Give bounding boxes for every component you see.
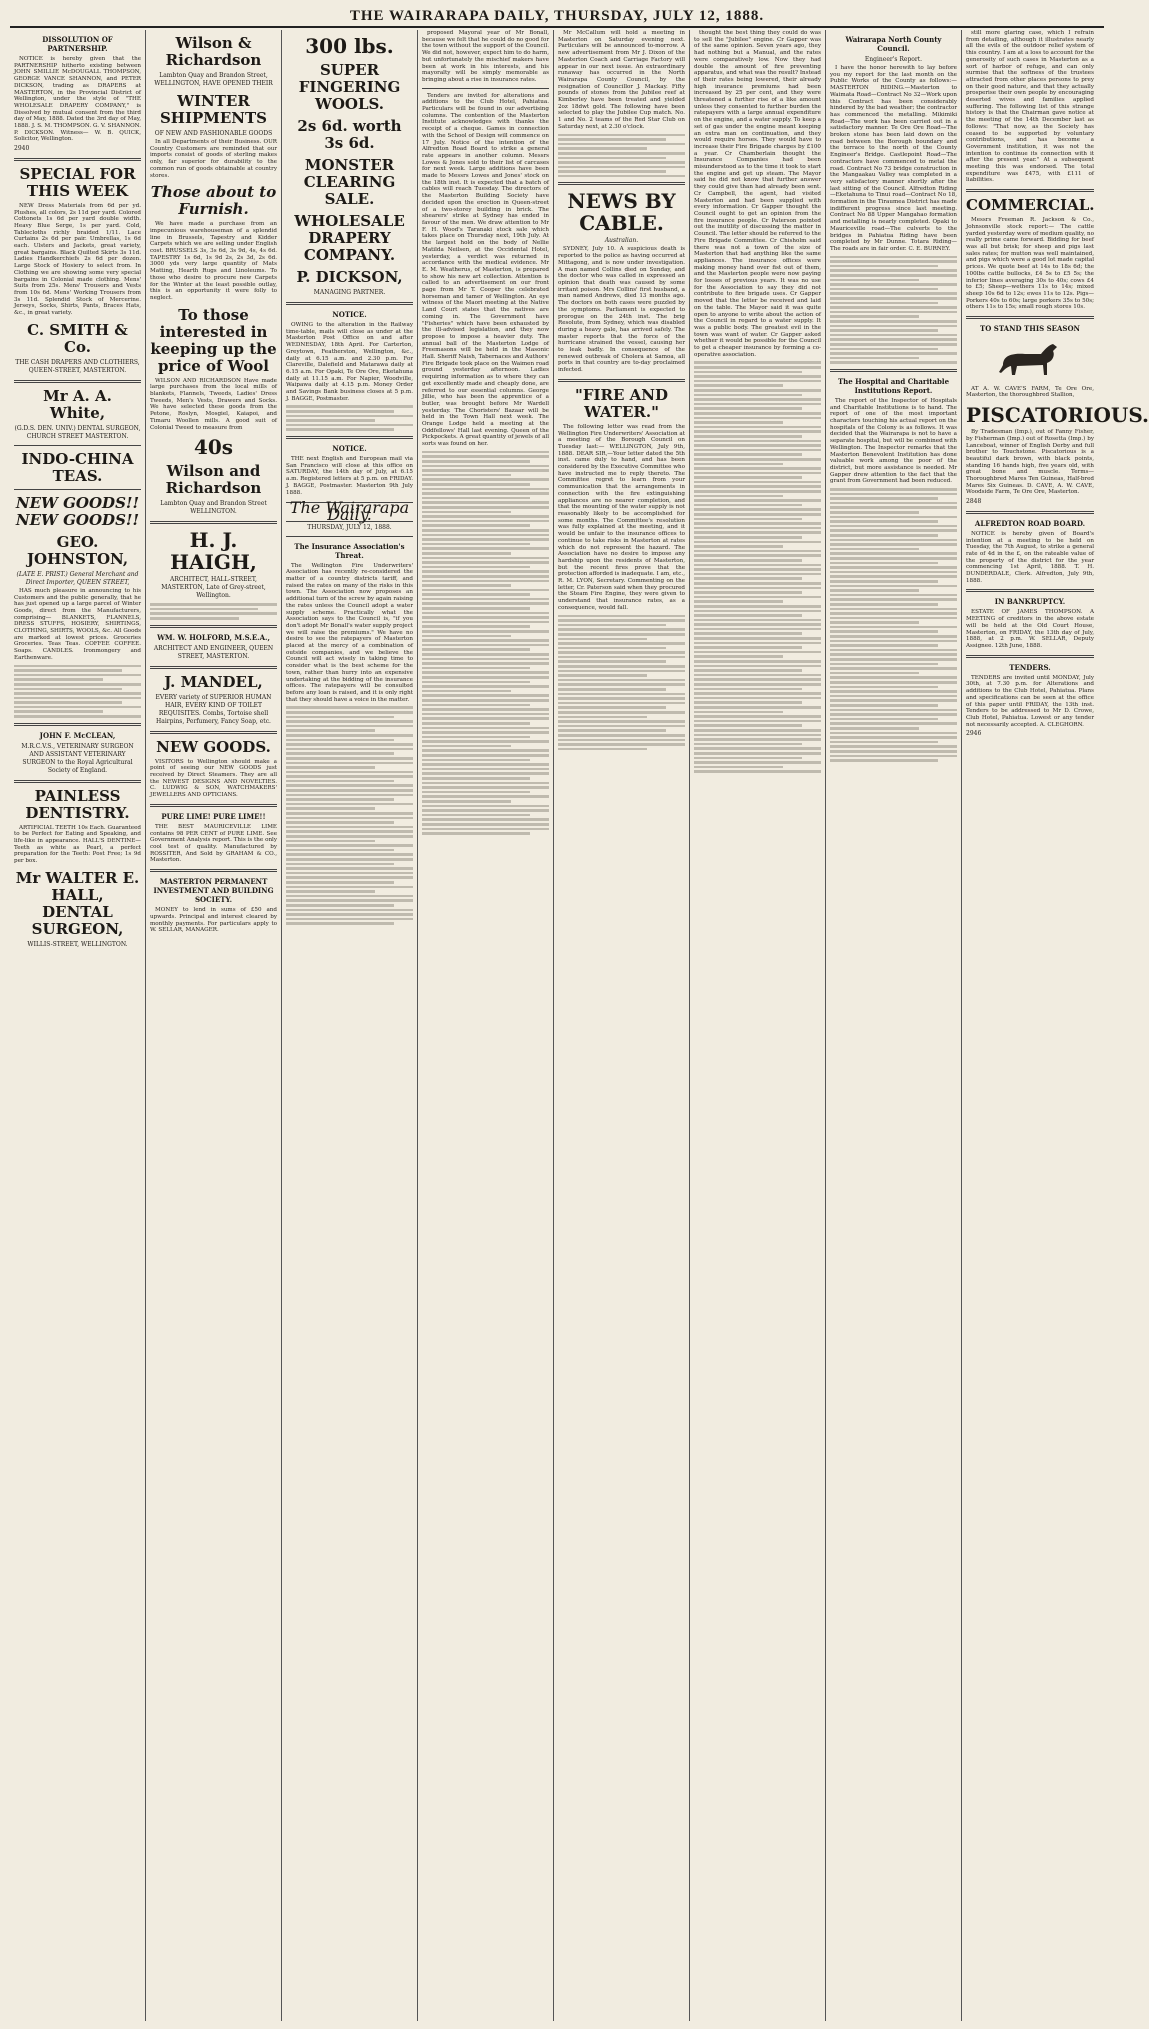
masthead: THE WAIRARAPA DAILY, THURSDAY, JULY 12, 1888.: [10, 6, 1104, 28]
building-society-text: MONEY to lend in sums of £50 and upwards. Principal and interest cleared by monthly payments. For particulars apply to W. SELLAR, MANAGER.: [150, 907, 277, 934]
columns: [10, 30, 1149, 2021]
white-dentist-sub: (G.D.S. DEN. UNIV.) DENTAL SURGEON, CHURCH STREET MASTERTON.: [14, 424, 141, 440]
text-lines: [422, 451, 549, 835]
mail-notice-text: OWING to the alteration in the Railway time-table, mails will close as under at the Masterton Post Office on and after WEDNESDAY, 18th April. For Carterton, Greytown, Featherston, Wellington, &c., daily at 6.15 a.m. and 2.30 p.m. For Clareville, Dalefield and Matarawa daily at 6.15 a.m. For Opaki, Te Ore Ore, Eketahuna daily at 11.15 a.m. For Napier, Woodville, Waipawa daily at 4.15 p.m. Money Order and Savings Bank business closes at 5 p.m. J. BAGGE, Postmaster.: [286, 322, 413, 402]
new-goods-heading: NEW GOODS!! NEW GOODS!!: [15, 493, 140, 529]
divider: [14, 780, 141, 783]
divider: [966, 655, 1094, 658]
horse-icon: [995, 339, 1065, 377]
holford-heading: WM. W. HOLFORD, M.S.E.A.,: [157, 632, 270, 642]
text-lines: [558, 615, 685, 751]
building-society-heading: MASTERTON PERMANENT INVESTMENT AND BUILDING SOCIETY.: [153, 877, 274, 905]
c-smith-sub: THE CASH DRAPERS AND CLOTHIERS, QUEEN-STREET, MASTERTON.: [15, 358, 140, 374]
divider: [286, 536, 413, 537]
hall-dentist-sub: WILLIS-STREET, WELLINGTON.: [27, 940, 128, 948]
divider: [150, 625, 277, 628]
county-council-heading: Wairarapa North County Council.: [845, 35, 942, 53]
county-council-sub: Engineer's Report.: [864, 56, 923, 63]
divider: [286, 436, 413, 439]
wool-lbs-heading: 300 lbs.: [305, 34, 394, 58]
horse-engraving: [966, 339, 1094, 380]
hospital-report-heading: The Hospital and Charitable Institutions Report.: [837, 376, 950, 395]
column-6: [690, 30, 826, 2021]
divider: [286, 302, 413, 305]
insurance-threat-heading: The Insurance Association's Threat.: [294, 541, 405, 560]
bankruptcy-text: ESTATE OF JAMES THOMPSON. A MEETING of creditors in the above estate will be held at the Old Court House, Masterton, on FRIDAY, the 13th day of July, 1888, at 2 p.m. W. SELLAR, Deputy Assignee. 12th June, 1888.: [966, 609, 1094, 649]
column-1: [10, 30, 146, 2021]
piscatorious-text: By Tradesman (Imp.), out of Fanny Fisher, by Fisherman (Imp.) out of Rosetta (Imp.) by Lanceboat, winner of English Derby and full brother to Touchstone. Piscatorious is a beautiful dark brown, with black points, standing 16 hands high, five years old, with great bone and muscle. Terms—Thoroughbred Mares Ten Guineas, Half-bred Mares Six Guineas. D. CAVE, A. W. CAVE, Woodside Farm, Te Ore Ore, Masterton.: [966, 429, 1094, 496]
tenders-heading: TENDERS.: [1009, 662, 1051, 672]
new-goods-text: VISITORS to Wellington should make a point of seeing our NEW GOODS just received by Direct Steamers. They are all the NEWEST DESIGNS AND NOVELTIES. C. LUDWIG & SON, WATCHMAKERS' JEWELLERS AND OPTICIANS.: [150, 758, 277, 799]
alfredton-heading: ALFREDTON ROAD BOARD.: [974, 518, 1086, 528]
text-lines: [286, 706, 413, 925]
winter-shipments-heading: WINTER SHIPMENTS: [159, 92, 268, 127]
wool-heading: To those interested in keeping up the price of Wool: [150, 305, 277, 375]
column-7: [826, 30, 962, 2021]
text-lines: [150, 603, 277, 619]
wilson-richardson-sub: Lambton Quay and Brandon Street, WELLINGTON, HAVE OPENED THEIR: [154, 72, 273, 87]
divider: [966, 189, 1094, 192]
mandel-heading: J. MANDEL,: [164, 672, 263, 691]
english-mail-text: THE next English and European mail via San Francisco will close at this office on SATURDAY, the 14th day of July, at 6.15 a.m. Registered letters at 5 p.m. on FRIDAY. J. BAGGE, Postmaster. Masterton 9th July 1888.: [286, 456, 413, 496]
text-lines: [286, 405, 413, 431]
clearing-sale-heading: MONSTER CLEARING SALE.: [303, 156, 396, 208]
divider: [14, 380, 141, 383]
dickson-sub: MANAGING PARTNER.: [313, 289, 386, 296]
furnish-text: We have made a purchase from an impecunious warehouseman of a splendid line in Brussels, Tapestry and Kidder Carpets which we are selling under English cost. BRUSSELS 3s, 3s 6d, 3s 9d, 4s, 4s 6d. TAPESTRY 1s 6d, 1s 9d 2s, 2s 3d, 2s 6d. 3000 yds very large quantity of Mats Matting, Hearth Rugs and Linoleums. To those who desire to procure new Carpets for the Winter at the least possible outlay, this is an opportunity it were folly to neglect.: [150, 221, 277, 301]
english-mail-heading: NOTICE.: [332, 444, 367, 453]
dickson-heading: P. DICKSON,: [296, 268, 403, 286]
paper-title: The Wairarapa Daily.: [286, 502, 413, 521]
wholesale-drapery-heading: WHOLESALE DRAPERY COMPANY.: [294, 212, 405, 264]
indo-china-heading: INDO-CHINA TEAS.: [21, 449, 134, 485]
alfredton-text: NOTICE is hereby given of Board's intention at a meeting to be held on Tuesday, the 7th August, to strike a general rate of 4d in the £, on the rateable value of the property of the district for the year commencing 1st April, 1888. T. H. DUNDERDALE, Clerk. Alfredton, July 9th, 1888.: [966, 530, 1094, 584]
divider: [150, 869, 277, 872]
paper-date: THURSDAY, JULY 12, 1888.: [307, 523, 392, 531]
column-4: [418, 30, 554, 2021]
text-lines: [14, 665, 141, 718]
bankruptcy-heading: IN BANKRUPTCY.: [994, 597, 1066, 607]
special-week-text: NEW Dress Materials from 6d per yd. Plushes, all colors, 2s 11d per yard. Colored Cottonets 1s 6d per yard double width. Heavy Blue Serge, 1s per yard. Cold, Tablecloths richly braided 1/11. Lace Curtains 2s 6d per pair. Umbrellas, 1s 6d each. Ulsters and Jackets, great variety, great bargains. Black Quilted Skirts 3s 11d. Ladies Handkerchiefs 2s 6d per dozen. Large Stock of Hosiery to select from. In Clothing we are showing some very special bargains in Colonial made clothing. Mens' Suits from 25s. Mens' Trousers and Vests from 10s 6d. Mens' Working Trousers from 3s 11d. Splendid Stock of Mercerine. Jerseys, Socks, Shirts, Pants, Braces Hats, &c., in great variety.: [14, 202, 141, 317]
dissolution-notice: NOTICE is hereby given that the PARTNERSHIP hitherto existing between JOHN SMILLIE McDOUGALL THOMPSON, GEORGE VANCE SHANNON, and PETER DICKSON, trading as DRAPERS at MASTERTON, in the Provincial District of Wellington, under the style of "THE WHOLESALE DRAPERY COMPANY," is Dissolved by mutual consent from the third day of May, 1888. Dated the 3rd day of May, 1888. J. S. M. THOMPSON. G. V. SHANNON. P. DICKSON. Witness— W. B. QUICK, Solicitor, Wellington.: [14, 56, 141, 143]
engineer-report-text: I have the honor herewith to lay before you my report for the last month on the Public Works of the County as follows:— MASTERTON RIDING.—Masterton to Waimata Road—Contract No 32—Work upon this Contract has been considerably hindered by the bad weather; the contractor has commenced the metalling. Mikimiki Road—The work has been carried out in a satisfactory manner. Te Ore Ore Road—The broken stone has been laid down on the road between the Borough boundary and the terrace to the north of the County Engineer's Bridge. Castlepoint Road—The contractors have commenced to metal the road. Contract No 73 bridge construction in the Mangaakau Valley was completed in a very satisfactory manner shortly after the last sitting of the Council. Alfredton Riding—Eketahuna to Tinui road—Contract No 18, formation in the Tiraumea District has made indifferent progress since last meeting. Contract No 88 Upper Mangahao formation and metalling is nearly completed. Opaki to Mauriceville road—The culverts to the bridges in Pahiatua Riding have been completed by Mr Dunne. Totara Riding—The roads are in fair order. C. E. BURNEY.: [830, 65, 957, 252]
column-2: [146, 30, 282, 2021]
wool-text: WILSON AND RICHARDSON Have made large purchases from the local mills of blankets, Flannels, Tweeds, Ladies' Dress Tweeds, Men's Vests, Drawers and Socks. We have selected these goods from the Petone, Roslyn, Mosgiel, Kaiapoi, and Timaru Woollen mills. A good suit of Colonial Tweed to measure from: [150, 377, 277, 431]
johnston-sub: (LATE E. PRIST.) General Merchant and Direct Importer, QUEEN STREET,: [16, 570, 139, 586]
winter-shipments-sub: OF NEW AND FASHIONABLE GOODS: [154, 130, 273, 137]
tenders-text: TENDERS are invited until MONDAY, July 30th, at 7.30 p.m. for Alterations and additions to the Club Hotel, Pahiatua. Plans and specifications can be seen at the office of this paper until FRIDAY, the 13th inst. Tenders to be addressed to Mr D. Crowe, Club Hotel, Pahiatua. Lowest or any tender not necessarily accepted. A. CLEGHORN.: [966, 674, 1094, 728]
divider: [558, 182, 685, 185]
wool-price: 40s: [193, 435, 234, 460]
winter-shipments-text: In all Departments of their Business. OUR Country Customers are reminded that our imports consist of goods of sterling makes only, far superior for durability to the common run of goods obtainable at country stores.: [150, 139, 277, 179]
divider: [558, 379, 685, 382]
pure-lime-text: THE BEST MAURICEVILLE LIME contains 98 PER CENT of PURE LIME. See Government Analysis report. This is the only cool test of quality. Manufactured by ROSSITER, And Sold by GRAHAM & CO., Masterton.: [150, 823, 277, 864]
divider: [14, 445, 141, 446]
holford-sub: ARCHITECT AND ENGINEER, QUEEN STREET, MASTERTON.: [153, 644, 274, 660]
text-lines: [694, 361, 821, 772]
fingering-wools-heading: SUPER FINGERING WOOLS.: [298, 61, 401, 113]
divider: [150, 521, 277, 524]
divider: [150, 804, 277, 807]
column-8: [962, 30, 1149, 2021]
dissolution-heading: DISSOLUTION OF PARTNERSHIP.: [42, 35, 113, 53]
divider: [14, 489, 141, 490]
divider: [14, 158, 141, 161]
cable-news-text: SYDNEY, July 10. A suspicious death is reported to the police as having occurred at Mittagong, and is now under investigation. A man named Collins died on Sunday, and the doctor who was called in expressed an opinion that death was caused by some irritant poison. Mrs Collins' first husband, a man named Andrews, died 13 months ago. The doctors on both cases were puzzled by the symptoms. Parliament is expected to prorogue on the 24th inst. The brig Resolute, from Sydney, which was disabled during a heavy gale, has arrived safely. The master reports that the force of the hurricane strained the vessel, causing her to leak badly. In consequence of the renewed outbreak of Cholera at Samoa, all ports in that country are to-day proclaimed infected.: [558, 246, 685, 374]
cable-news-sub: Australian.: [604, 237, 639, 245]
ad-number: 2940: [14, 145, 30, 153]
wilson-richardson-sub-2: Lambton Quay and Brandon Street WELLINGTON.: [160, 500, 267, 516]
insurance-threat-text: The Wellington Fire Underwriters' Association has recently re-considered the matter of a country districts tariff, and raised the rates on many of the risks in this town. The Association now proposes an additional turn of the screw by again raising the rates unless the Council adopt a water supply scheme. Practically what the Association says to the Council is, "if you don't adopt Mr Bonall's water supply project we will raise the premiums." We have no desire to see the ratepayers of Masterton placed at the mercy of a combination of outside companies, and we believe the Council will act wisely in taking time to consider what is the best scheme for the town, rather than hurry into an expensive undertaking at the bidding of the insurance offices. The ratepayers will be consulted before any loan is raised, and it is only right that they should have a voice in the matter.: [286, 562, 413, 703]
fingering-wools-price: 2s 6d. worth 3s 6d.: [297, 117, 402, 152]
ad-number: 2848: [966, 498, 982, 506]
new-goods-heading: NEW GOODS.: [156, 737, 271, 756]
piscatorious-heading: PISCATORIOUS.: [966, 403, 1149, 428]
mandel-sub: EVERY variety of SUPERIOR HUMAN HAIR, EVERY KIND OF TOILET REQUISITES. Combs, Tortoise shell Hairpins, Perfumery, Fancy Soap, etc.: [155, 693, 272, 725]
mcclean-heading: JOHN F. McCLEAN,: [39, 730, 116, 740]
divider: [422, 88, 549, 89]
divider: [966, 511, 1094, 514]
painless-dentistry-text: ARTIFICIAL TEETH 10s Each. Guaranteed to be Perfect for Eating and Speaking, and life-like in appearance. HALL'S DENTINE—Teeth as white as Pearl, a perfect preparation for the Teeth: Post Free; 1s 9d per box.: [14, 824, 141, 865]
stallion-season-heading: TO STAND THIS SEASON: [980, 324, 1080, 334]
council-debate-text: thought the best thing they could do was to sell the "Jubilee" engine. Cr Gapper was of the same opinion. Seven years ago, they had nothing but a Manual, and the rates were comparatively low. Now they had double the amount of fire preventing apparatus, and what was the result? Instead of their rates being lowered, their already high insurance premiums had been increased by 25 per cent, and they were threatened a further rise of a like amount unless they consented to further burden the ratepayers with a large annual expenditure on the engine, and a water supply. To keep a set of gas under the engine meant keeping an extra man on continuation, and they would require horses. They would have to increase their Fire Brigade charges by £100 a year. Cr Chamberlain thought the Insurance Companies had been misunderstood as to the time it took to start the engine and get up steam. The Mayor said he did not know that further answer they could give than had already been sent. Cr Campbell, the agent, had visited Masterton and had been supplied with every information. Cr Gapper thought the Council ought to get an opinion from the fire insurance people. Cr Paterson pointed out the inutility of discussing the matter in Council. The letter should be referred to the Fire Brigade Committee. Cr Chisholm said there was not a town of the size of Masterton that had anything like the same appliances. The insurance offices were making money hand over fist out of them, and the Masterton people were now paying for losses of previous years. It was no use for the Association to say they did not contribute to fire brigade uses. Cr Gapper moved that the letter be received and laid on the table. The Mayor said it was quite open to anyone to write about the action of the Council in regard to a water supply. It was a public body. The greatest evil in the town was want of water. Cr Gapper asked whether it would be possible for the Council to get a cheaper insurance by forming a co-operative association.: [694, 30, 821, 358]
editorial-continued: proposed Mayoral year of Mr Bonall, because we felt that he could do no good for the town without the support of the Council. We did not, however, expect him to do harm, but unfortunately the mischief makers have been at work in his interests, and his mayoralty will be simply memorable as bringing about a rise in insurance rates.: [422, 30, 549, 83]
divider: [830, 369, 957, 372]
divider: [14, 723, 141, 726]
haigh-sub: ARCHITECT, HALL-STREET, MASTERTON, Late of Grey-street, Wellington.: [161, 576, 266, 600]
commercial-text: Messrs Freeman R. Jackson & Co., Johnsonville stock report:— The cattle yarded yesterday were of medium quality, no really prime came forward. Bidding for beef was all but brisk; for sheep and pigs last sales rates; for mutton was well maintained, and pigs which were a good lot made capital prices. We quote beef at 14s to 18s 6d; the 100lbs cattle bullocks, £4 5s to £5 5s; the inferior lines averaging 30s to 40s; cows £4 to £5; Sheep—wethers 11s to 14s; mixed sheep 10s 6d to 12s; ewes 11s to 12s. Pigs—Porkers 40s to 60s; large porkers 35s to 50s; others 11s to 15s; small rough stores 10s.: [966, 217, 1094, 311]
white-dentist-heading: Mr A. A. White,: [43, 386, 112, 422]
hospital-report-text: The report of the Inspector of Hospitals and Charitable Institutions is to hand. The report of one of the most important characters touching his actual report on the hospitals of the Colony is as follows. It was decided that the Wairarapa is not to have a separate hospital, but will be combined with Wellington. The Inspector remarks that the Masterton Benevolent Institution has done valuable work among the poor of the district, but more assistance is needed. Mr Gapper drew attention to the fact that the grant from Government had been reduced.: [830, 397, 957, 485]
wilson-richardson-heading-2: Wilson and Richardson: [165, 462, 262, 498]
ad-number: 2946: [966, 730, 982, 738]
text-lines: [558, 134, 685, 178]
special-week-heading: SPECIAL FOR THIS WEEK: [19, 164, 136, 200]
stallion-text: AT A. W. CAVE'S FARM, Te Ore Ore, Masterton, the thoroughbred Stallion,: [966, 385, 1094, 399]
pure-lime-heading: PURE LIME! PURE LIME!!: [161, 811, 266, 821]
text-lines: [830, 256, 957, 364]
johnston-text: HAS much pleasure in announcing to his Customers and the public generally, that he has just opened up a large parcel of Winter Goods, direct from the Manufacturers, comprising— BLANKETS, FLANNELS, DRESS STUFFS, HOSIERY, SHIRTINGS, CLOTHING, SHIRTS, WOOLS, &c. All Goods are marked at lowest prices. Groceries Groceries. Teas Teas. COFFEE COFFEE. Soaps. CANDLES. Ironmongery and Earthenware.: [14, 587, 141, 661]
column-5: [554, 30, 690, 2021]
c-smith-heading: C. SMITH & Co.: [27, 320, 128, 356]
commercial-heading: COMMERCIAL.: [966, 196, 1095, 215]
cable-news-heading: NEWS BY CABLE.: [567, 189, 676, 236]
local-news-text: Tenders are invited for alterations and additions to the Club Hotel, Pahiatua. Particulars will be found in our advertising columns. The contention of the Masterton Institute acknowledges with thanks the receipt of a cheque. Games in connection with the School of Design will commence on 17 July. Notice of the intention of the Alfredton Road Board to strike a general rate appears in another column. Messrs Lowes & Jones sold to their list of carcases for next week. Large additions have been made to Messrs Lowes and Jones' stock on the 18th inst. It is expected that a batch of cables will reach Tuesday. The directors of the Masterton Building Society have decided upon the erection in Queen-street of a two-storey building in brick. The shearers' strike at Sydney has ended in favour of the men. We draw attention to Mr F. H. Wood's Taranaki stock sale which takes place on Thursday next, 19th July. At the largest hold on the body of Nellie Matilda Neilsen, at the Occidental Hotel, yesterday, a verdict was returned in accordance with the medical evidence. Mr E. M. Weatherus, of Masterton, is prepared to show his new art collection. Attention is called to an advertisement on our front page from Mr T. Cooper the celebrated horseman and tamer of Wellington. An eye witness of the Maori meeting at the Native Land Court states that the natives are coming in. The Government have "Fisheries" which have been exhausted by the ill-advised legislation, and they now propose to impose a heavier duty. The annual ball of the Masterton Lodge of Freemasons will be held in the Masonic Hall. Sheriff Naish, Tabernaces and Authors' Fire Brigade took place on the Waimen road ground yesterday afternoon. Ladies requiring information as to where they can get excellently made and cheaply done, are referred to our essential columns. George Jillie, who has been the apprentice of a butler, was brought before Mr Wardell yesterday. The Choristers' Bazaar will be held in the Town Hall next week. The Orange Lodge held a meeting at the Oddfellows' Hall last evening. Queen of the Pickpockets. A great quantity of jewels of all sorts was found on her.: [422, 92, 549, 448]
divider: [966, 316, 1094, 319]
mcclean-sub: M.R.C.V.S., VETERINARY SURGEON AND ASSISTANT VETERINARY SURGEON to the Royal Agricultural Society of England.: [21, 742, 134, 774]
column-3: [282, 30, 418, 2021]
divider: [150, 666, 277, 669]
benevolent-continued: still more glaring case, which I refrain from detailing, although it illustrates nearly all the evils of the outdoor relief system of this country. I am at a loss to account for the generosity of such cases in Masterton as a sort of harbor of refuge, and can only surmise that the softness of the trustees attracted from other places persons to prey on their good nature, and that they actually prosperise their own people by encouraging deserted wives and families applied suffering. The following list of this strange history is that the Chairman gave notice at the meeting of the 14th December last as follows: "That now, as the Society has ceased to be supported by voluntary contributions, and has become a Government institution, it was not the intention to continue its connection with it after the present year." At a subsequent meeting this was endorsed. The total expenditure was £475, with £111 of liabilities.: [966, 30, 1094, 184]
johnston-heading: GEO. JOHNSTON,: [26, 532, 129, 568]
wilson-richardson-heading: Wilson & Richardson: [165, 34, 262, 69]
fire-water-text: The following letter was read from the Wellington Fire Underwriters' Association at a meeting of the Borough Council on Tuesday last:— WELLINGTON, July 9th, 1888. DEAR SIR,—Your letter dated the 5th inst. came duly to hand, and has been considered by the Executive Committee who have instructed me to reply thereto. The Committee regret to learn from your communication that the arrangements in connection with the fire extinguishing appliances are no nearer completion, and that the mounting of the water supply is not reasonably likely to be accomplished for some months. The Committee's resolution was fully explained at the meeting, and it would be unfair to the insurance offices to continue to take risks in Masterton at rates which do not represent the hazard. The Association have no desire to impose any hardship upon the residents of Masterton, but the recent fires prove that the protection afforded is inadequate. I am, etc., R. M. LYON, Secretary. Commenting on the letter, Cr. Paterson said when they procured the Steam Fire Engine, they were given to understand that insurance rates, as a consequence, would fall.: [558, 423, 685, 611]
haigh-heading: H. J. HAIGH,: [170, 528, 257, 575]
local-notes-text: Mr McCallum will hold a meeting in Masterton on Saturday evening next. Particulars will be announced to-morrow. A new advertisement from Mr J. Dixon of the Masterton Coach and Carriage Factory will appear in our next issue. An extraordinary runaway has occurred in the North Wairarapa County Council, by the resignation of Councillor J. Mackay. Fifty pounds of stones from the Jubilee reef at Kimberley have been treated and yielded 2oz 18dwt gold. The following have been selected to play the Jubilee Cup match. No. 1 and No. 2 teams of the Red Star Club on Saturday next, at 2.30 o'clock.: [558, 30, 685, 130]
painless-dentistry-heading: PAINLESS DENTISTRY.: [25, 786, 130, 822]
divider: [150, 731, 277, 734]
divider: [966, 589, 1094, 592]
mail-notice-heading: NOTICE.: [332, 310, 367, 319]
furnish-heading: Those about to Furnish.: [150, 183, 277, 219]
fire-water-heading: "FIRE AND WATER.": [575, 385, 668, 421]
text-lines: [830, 488, 957, 762]
hall-dentist-heading: Mr WALTER E. HALL, DENTAL SURGEON,: [15, 868, 140, 938]
